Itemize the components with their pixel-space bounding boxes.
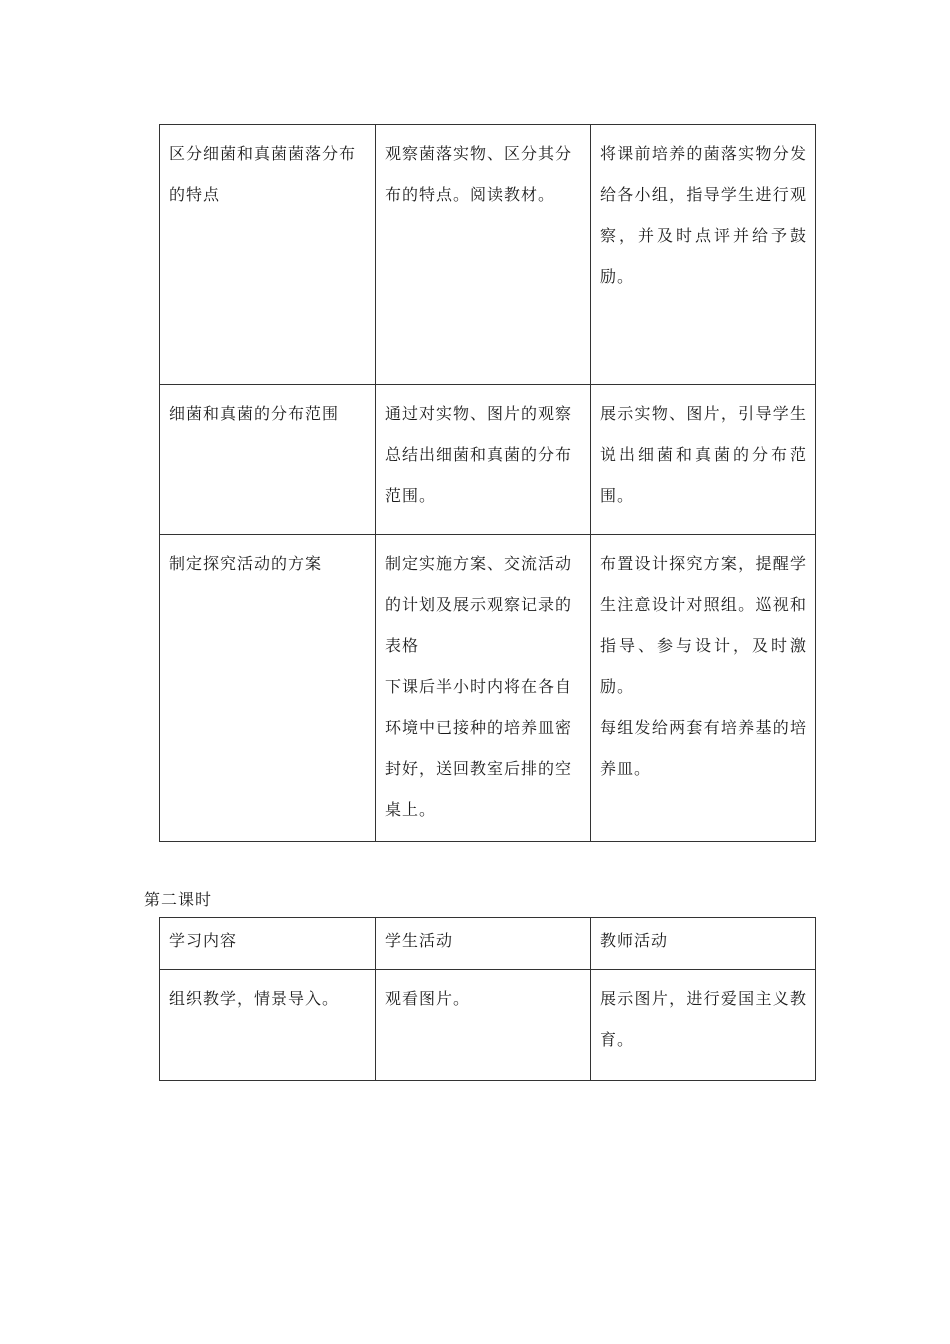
student-activity-paragraph: 制定实施方案、交流活动的计划及展示观察记录的表格 xyxy=(385,554,573,655)
table-row xyxy=(160,970,816,1081)
column-header: 教师活动 xyxy=(591,918,816,970)
teacher-activity-paragraph: 每组发给两套有培养基的培养皿。 xyxy=(600,718,807,778)
content-cell: 制定探究活动的方案 xyxy=(160,535,376,842)
teacher-activity-cell: 展示实物、图片，引导学生说出细菌和真菌的分布范围。 xyxy=(591,385,816,535)
teacher-activity-cell: 展示图片，进行爱国主义教育。 xyxy=(591,970,816,1081)
column-header: 学生活动 xyxy=(376,918,591,970)
table-header-row xyxy=(160,918,816,970)
table-row xyxy=(160,125,816,385)
column-header: 学习内容 xyxy=(160,918,376,970)
table-row xyxy=(160,385,816,535)
content-cell: 区分细菌和真菌菌落分布的特点 xyxy=(160,125,376,385)
student-activity-cell: 观察菌落实物、区分其分布的特点。阅读教材。 xyxy=(376,125,591,385)
student-activity-paragraph: 下课后半小时内将在各自环境中已接种的培养皿密封好，送回教室后排的空桌上。 xyxy=(385,677,573,819)
student-activity-cell xyxy=(376,535,591,842)
lesson-title: 第二课时 xyxy=(144,890,213,909)
teacher-activity-cell xyxy=(591,535,816,842)
teacher-activity-cell: 将课前培养的菌落实物分发给各小组，指导学生进行观察，并及时点评并给予鼓励。 xyxy=(591,125,816,385)
teacher-activity-paragraph: 布置设计探究方案，提醒学生注意设计对照组。巡视和指导、参与设计，及时激励。 xyxy=(600,554,807,696)
activity-table xyxy=(159,124,816,842)
table-row xyxy=(160,535,816,842)
second-lesson-table xyxy=(159,917,816,1081)
student-activity-cell: 通过对实物、图片的观察总结出细菌和真菌的分布范围。 xyxy=(376,385,591,535)
student-activity-cell: 观看图片。 xyxy=(376,970,591,1081)
content-cell: 组织教学，情景导入。 xyxy=(160,970,376,1081)
content-cell: 细菌和真菌的分布范围 xyxy=(160,385,376,535)
